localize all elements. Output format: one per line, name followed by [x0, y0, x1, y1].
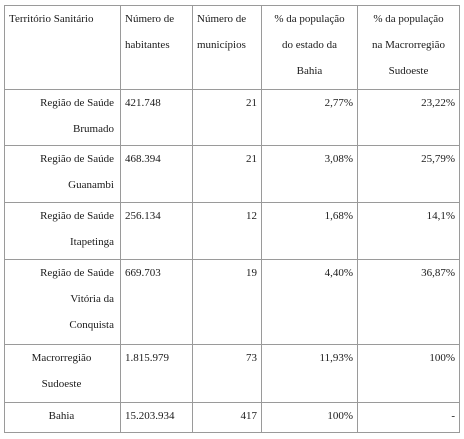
municipios-cell: 417	[193, 403, 262, 433]
pct-bahia-cell: 3,08%	[262, 146, 358, 203]
region-cell	[5, 146, 121, 203]
region-cell	[5, 260, 121, 345]
pct-bahia-cell: 4,40%	[262, 260, 358, 345]
municipios-cell: 73	[193, 345, 262, 403]
header-text: municípios	[197, 39, 246, 51]
habitantes-cell: 15.203.934	[121, 403, 193, 433]
region-cell	[5, 403, 121, 433]
region-text: Itapetinga	[70, 236, 114, 248]
header-row	[5, 6, 460, 90]
header-text: na Macrorregião	[372, 39, 445, 51]
table-row	[5, 90, 460, 146]
header-pct-bahia	[262, 6, 358, 90]
region-text: Conquista	[69, 319, 114, 331]
header-territorio	[5, 6, 121, 90]
pct-bahia-cell: 11,93%	[262, 345, 358, 403]
pct-sudoeste-cell: 100%	[358, 345, 460, 403]
region-text: Vitória da	[70, 293, 114, 305]
habitantes-cell: 1.815.979	[121, 345, 193, 403]
habitantes-cell: 468.394	[121, 146, 193, 203]
header-text: Bahia	[296, 65, 323, 77]
region-text: Brumado	[73, 123, 114, 135]
pct-bahia-cell: 2,77%	[262, 90, 358, 146]
region-text: Região de Saúde	[40, 210, 114, 222]
region-text: Sudoeste	[41, 378, 82, 390]
header-habitantes	[121, 6, 193, 90]
pct-sudoeste-cell: 14,1%	[358, 203, 460, 260]
region-text: Região de Saúde	[40, 153, 114, 165]
table-row	[5, 403, 460, 433]
region-text: Região de Saúde	[40, 97, 114, 109]
region-text: Bahia	[48, 410, 75, 422]
header-pct-sudoeste	[358, 6, 460, 90]
habitantes-cell: 256.134	[121, 203, 193, 260]
header-text: Sudoeste	[388, 65, 429, 77]
table-row	[5, 146, 460, 203]
region-cell	[5, 90, 121, 146]
header-text: Número de	[197, 13, 247, 25]
population-table	[4, 5, 460, 433]
table-row	[5, 345, 460, 403]
header-text: habitantes	[125, 39, 170, 51]
habitantes-cell: 669.703	[121, 260, 193, 345]
header-text: Território Sanitário	[9, 13, 94, 25]
municipios-cell: 12	[193, 203, 262, 260]
header-text: Número de	[125, 13, 175, 25]
header-text: % da população	[274, 13, 345, 25]
header-text: do estado da	[282, 39, 337, 51]
region-text: Macrorregião	[31, 352, 92, 364]
table-row	[5, 203, 460, 260]
region-text: Região de Saúde	[40, 267, 114, 279]
pct-sudoeste-cell: 25,79%	[358, 146, 460, 203]
habitantes-cell: 421.748	[121, 90, 193, 146]
pct-bahia-cell: 100%	[262, 403, 358, 433]
table-row	[5, 260, 460, 345]
municipios-cell: 21	[193, 90, 262, 146]
pct-sudoeste-cell: 23,22%	[358, 90, 460, 146]
pct-sudoeste-cell: -	[358, 403, 460, 433]
pct-bahia-cell: 1,68%	[262, 203, 358, 260]
pct-sudoeste-cell: 36,87%	[358, 260, 460, 345]
region-cell	[5, 203, 121, 260]
region-cell	[5, 345, 121, 403]
header-municipios	[193, 6, 262, 90]
municipios-cell: 21	[193, 146, 262, 203]
header-text: % da população	[373, 13, 444, 25]
municipios-cell: 19	[193, 260, 262, 345]
region-text: Guanambi	[68, 179, 114, 191]
